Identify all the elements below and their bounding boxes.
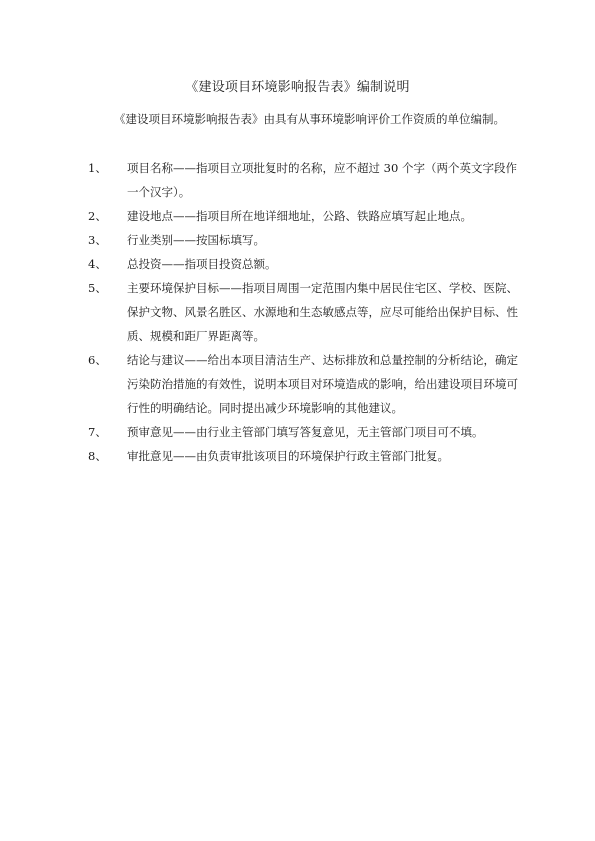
- item-number: 3、: [88, 233, 107, 247]
- item-number: 6、: [88, 353, 107, 367]
- list-item: [88, 348, 528, 420]
- list-item: [88, 420, 528, 444]
- item-text: 审批意见——由负责审批该项目的环境保护行政主管部门批复。: [127, 449, 449, 463]
- item-number: 2、: [88, 209, 107, 223]
- page-title: 《建设项目环境影响报告表》编制说明: [185, 80, 410, 95]
- list-item: [88, 156, 528, 204]
- list-item: [88, 204, 528, 228]
- item-text: 行业类别——按国标填写。: [127, 233, 265, 247]
- item-number: 4、: [88, 257, 107, 271]
- item-number: 1、: [88, 161, 107, 175]
- item-text: 主要环境保护目标——指项目周围一定范围内集中居民住宅区、学校、医院、保护文物、风景名胜区、水源地和生态敏感点等，应尽可能给出保护目标、性质、规模和距厂界距离等。: [127, 281, 518, 343]
- item-text: 建设地点——指项目所在地详细地址，公路、铁路应填写起止地点。: [127, 209, 472, 223]
- list-item: [88, 252, 528, 276]
- item-text: 预审意见——由行业主管部门填写答复意见，无主管部门项目可不填。: [127, 425, 484, 439]
- item-number: 5、: [88, 281, 107, 295]
- list-item: [88, 228, 528, 252]
- item-text: 总投资——指项目投资总额。: [127, 257, 277, 271]
- item-text: 项目名称——指项目立项批复时的名称，应不超过 30 个字（两个英文字段作一个汉字）。: [127, 161, 517, 199]
- item-number: 8、: [88, 449, 107, 463]
- intro-paragraph: 《建设项目环境影响报告表》由具有从事环境影响评价工作资质的单位编制。: [114, 112, 505, 126]
- item-text: 结论与建议——给出本项目清洁生产、达标排放和总量控制的分析结论，确定污染防治措施的有效性，说明本项目对环境造成的影响，给出建设项目环境可行性的明确结论。同时提出减少环境影响的其他建议。: [127, 353, 518, 415]
- list-item: [88, 276, 528, 348]
- list-item: [88, 444, 528, 468]
- item-number: 7、: [88, 425, 107, 439]
- instruction-list: [88, 156, 528, 468]
